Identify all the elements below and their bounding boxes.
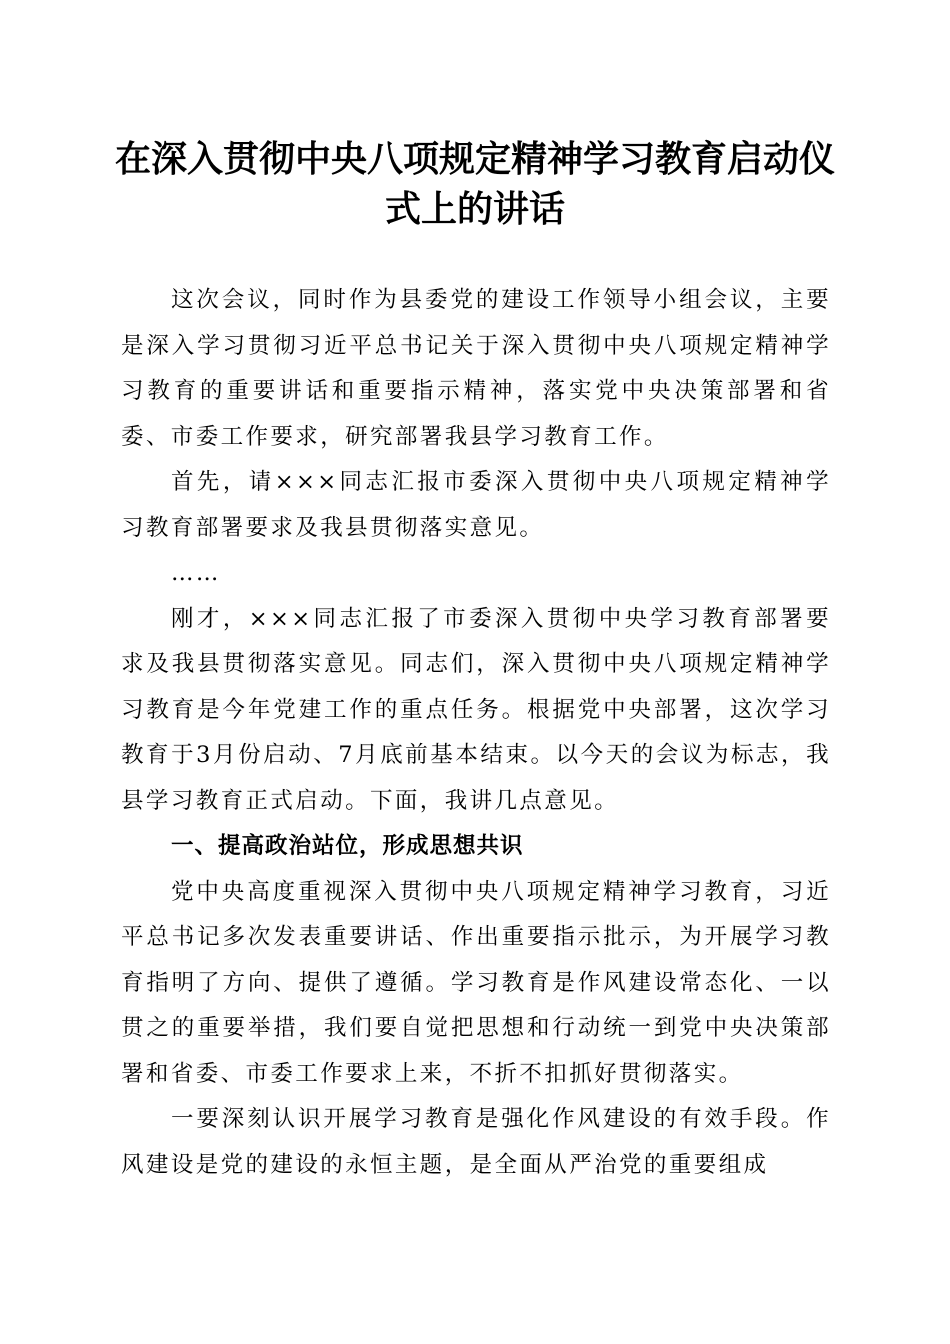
paragraph-section1-body: 党中央高度重视深入贯彻中央八项规定精神学习教育，习近平总书记多次发表重要讲话、作出重要指示批示，为开展学习教育指明了方向、提供了遵循。学习教育是作风建设常态化、一以贯之的重要举措，我们要自觉把思想和行动统一到党中央决策部署和省委、市委工作要求上来，不折不扣抓好贯彻落实。: [121, 878, 831, 1087]
paragraph-intro: 这次会议，同时作为县委党的建设工作领导小组会议，主要是深入学习贯彻习近平总书记关于深入贯彻中央八项规定精神学习教育的重要讲话和重要指示精神，落实党中央决策部署和省委、市委工作要求，研究部署我县学习教育工作。: [121, 287, 831, 450]
document-body: [121, 278, 831, 1188]
paragraph-first-report: 首先，请×××同志汇报市委深入贯彻中央八项规定精神学习教育部署要求及我县贯彻落实意见。: [121, 469, 831, 541]
paragraph-summary: 刚才，×××同志汇报了市委深入贯彻中央学习教育部署要求及我县贯彻落实意见。同志们，深入贯彻中央八项规定精神学习教育是今年党建工作的重点任务。根据党中央部署，这次学习教育于3月份启动、7月底前基本结束。以今天的会议为标志，我县学习教育正式启动。下面，我讲几点意见。: [121, 605, 831, 814]
paragraph-ellipsis: ……: [171, 560, 221, 586]
document-title: 在深入贯彻中央八项规定精神学习教育启动仪式上的讲话: [114, 138, 835, 230]
paragraph-point-1: 一要深刻认识开展学习教育是强化作风建设的有效手段。作风建设是党的建设的永恒主题，是全面从严治党的重要组成: [121, 1106, 831, 1178]
section-heading-1: 一、提高政治站位，形成思想共识: [171, 833, 524, 859]
